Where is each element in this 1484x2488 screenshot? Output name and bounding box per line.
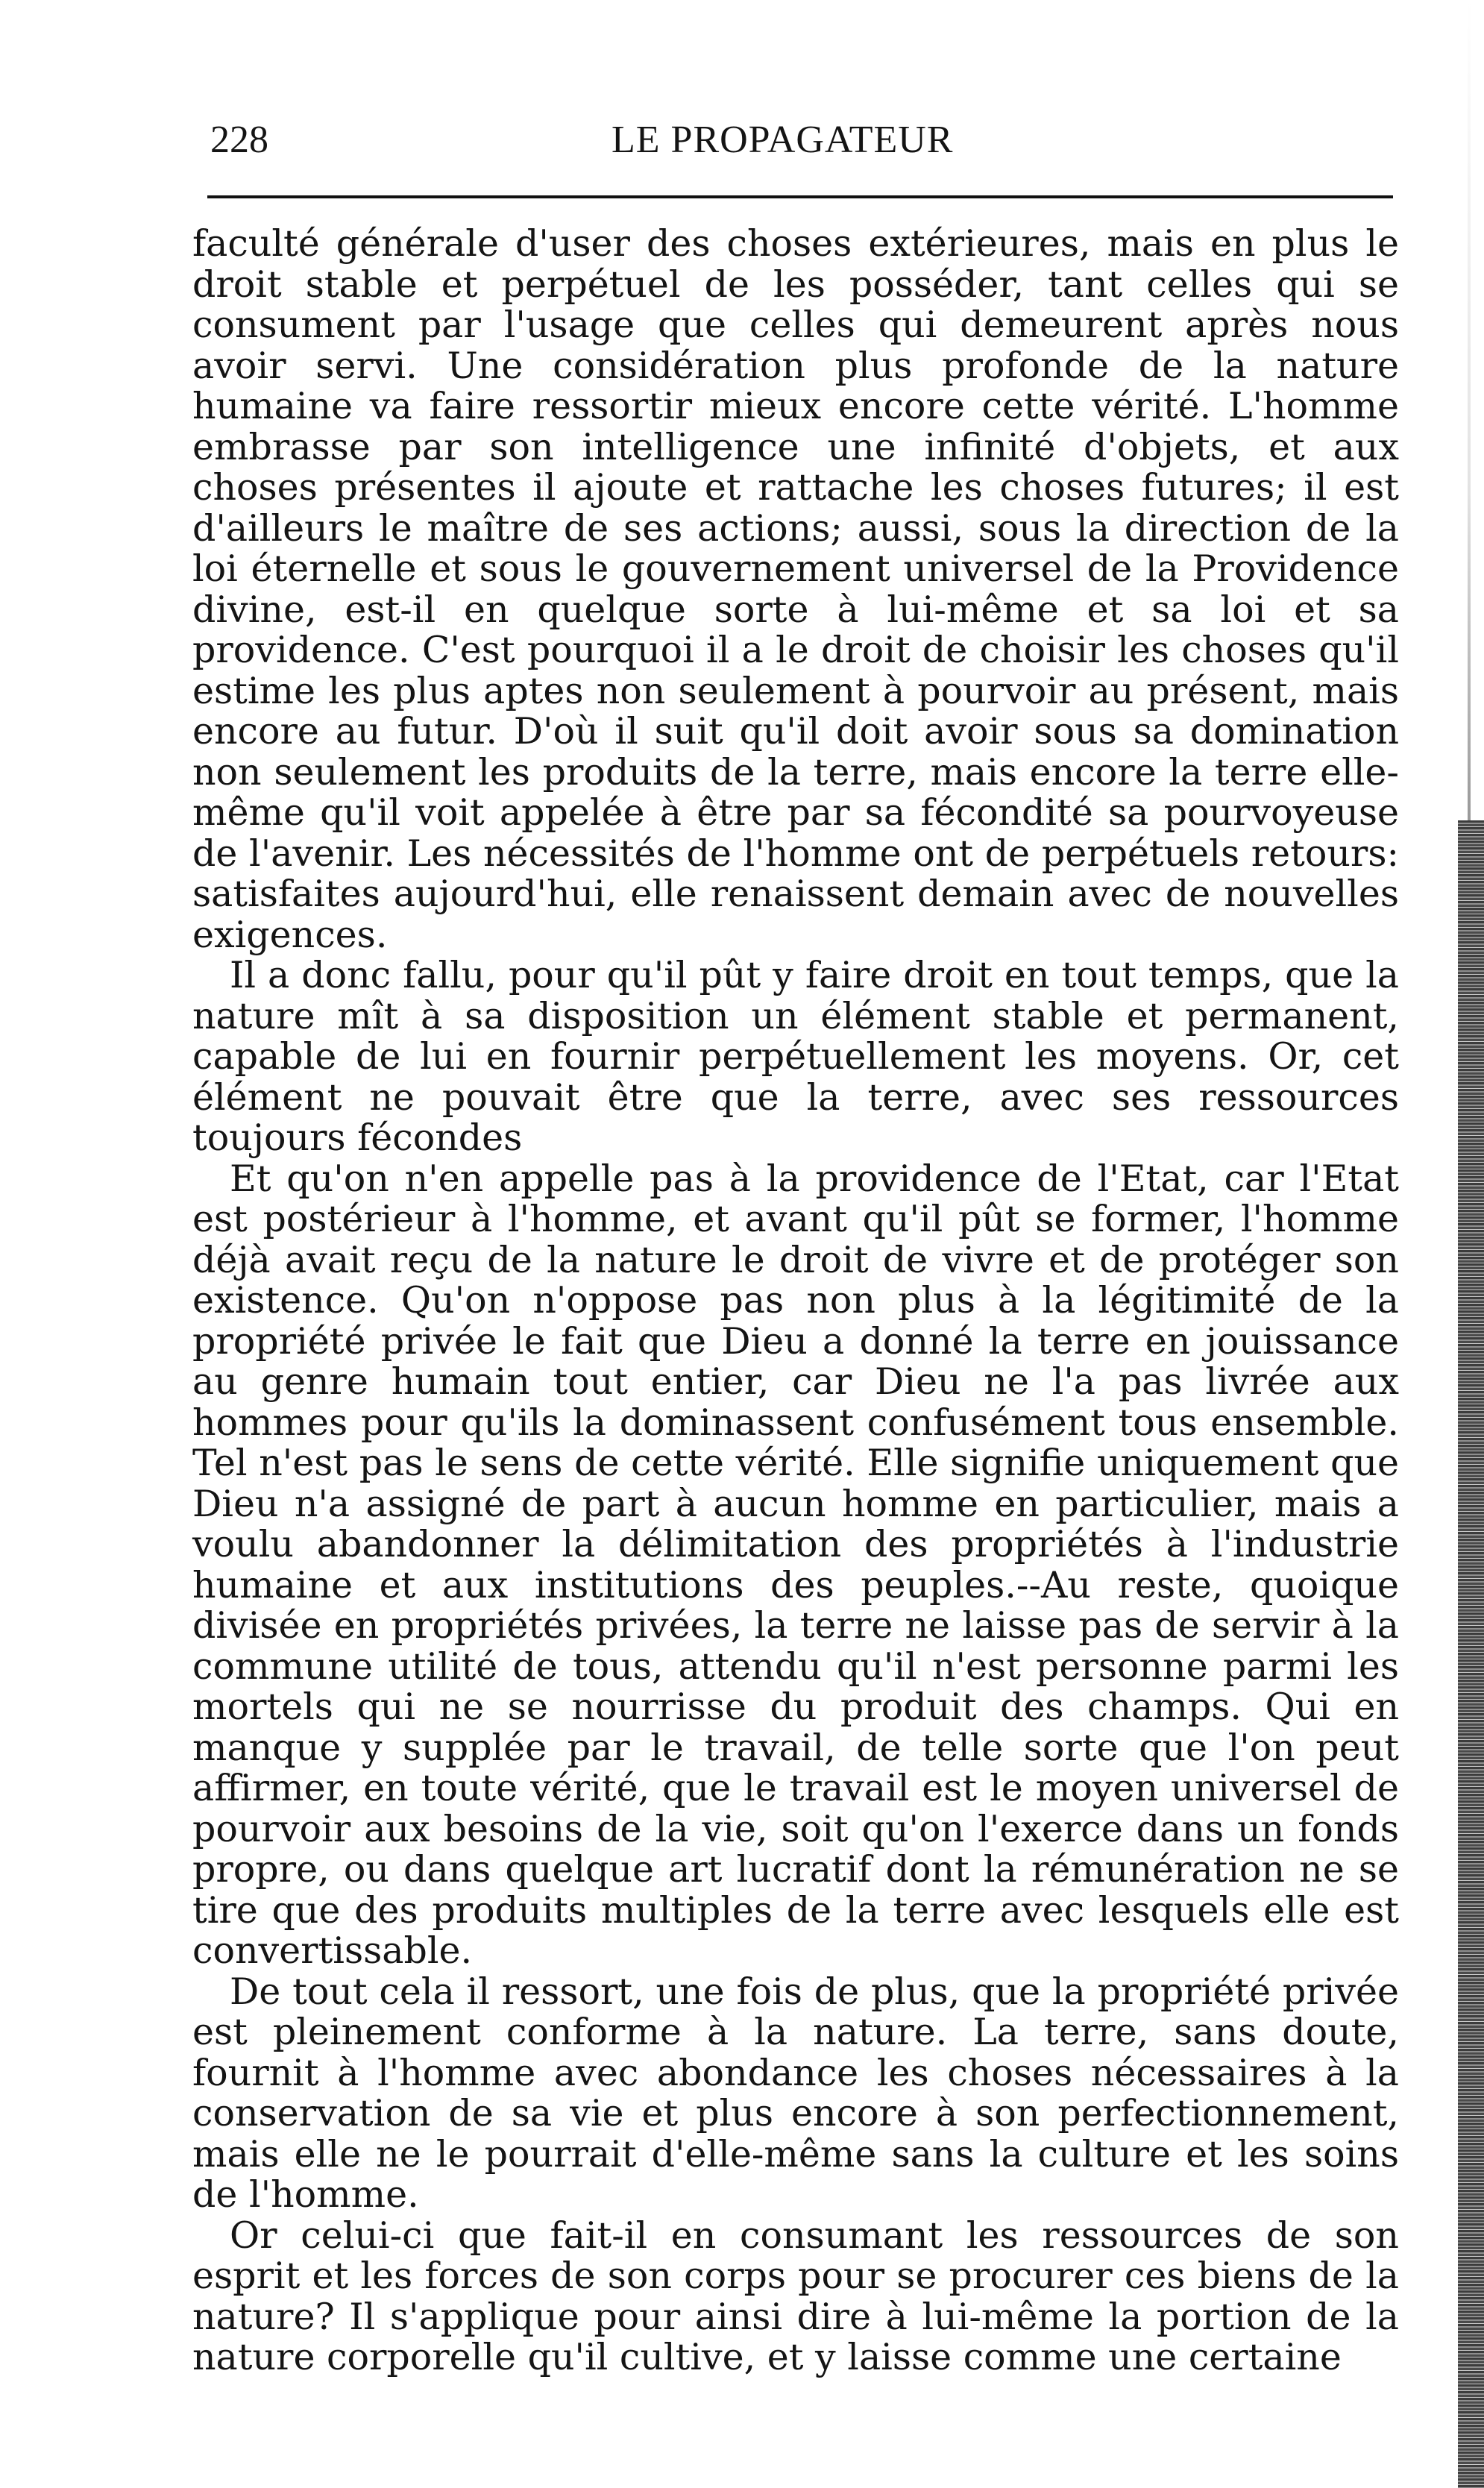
body-text xyxy=(192,224,1399,2378)
paragraph-4: De tout cela il ressort, une fois de plus, que la propriété privée est pleinement conforme à la nature. La terre, sans doute, fournit à l'homme avec abondance les choses nécessaires à la conservation de sa vie et plus encore à son perfectionnement, mais elle ne le pourrait d'elle-même sans la culture et les soins de l'homme. xyxy=(192,1970,1399,2216)
paragraph-2: Il a donc fallu, pour qu'il pût y faire droit en tout temps, que la nature mît à sa disposition un élément stable et permanent, capable de lui en fournir perpétuellement les moyens. Or, cet élément ne pouvait être que la terre, avec ses ressources toujours fécondes xyxy=(192,954,1399,1159)
page-number: 228 xyxy=(210,119,268,161)
paragraph-1: faculté générale d'user des choses extérieures, mais en plus le droit stable et perpétuel de les posséder, tant celles qui se consument par l'usage que celles qui demeurent après nous avoir servi. Une considération plus profonde de la nature humaine va faire ressortir mieux encore cette vérité. L'homme embrasse par son intelligence une infinité d'objets, et aux choses présentes il ajoute et rattache les choses futures; il est d'ailleurs le maître de ses actions; aussi, sous la direction de la loi éternelle et sous le gouvernement universel de la Providence divine, est-il en quelque sorte à lui-même et sa loi et sa providence. C'est pourquoi il a le droit de choisir les choses qu'il estime les plus aptes non seulement à pourvoir au présent, mais encore au futur. D'où il suit qu'il doit avoir sous sa domination non seulement les produits de la terre, mais encore la terre elle-même qu'il voit appelée à être par sa fécondité sa pourvoyeuse de l'avenir. Les nécessités de l'homme ont de perpétuels retours: satisfaites aujourd'hui, elle renaissent demain avec de nouvelles exigences. xyxy=(192,222,1399,956)
scan-edge-noise xyxy=(1458,820,1484,2488)
paragraph-3: Et qu'on n'en appelle pas à la providence de l'Etat, car l'Etat est postérieur à l'homme, et avant qu'il pût se former, l'homme déjà avait reçu de la nature le droit de vivre et de protéger son existence. Qu'on n'oppose pas non plus à la légitimité de la propriété privée le fait que Dieu a donné la terre en jouissance au genre humain tout entier, car Dieu ne l'a pas livrée aux hommes pour qu'ils la dominassent confusément tous ensemble. Tel n'est pas le sens de cette vérité. Elle signifie uniquement que Dieu n'a assigné de part à aucun homme en particulier, mais a voulu abandonner la délimitation des propriétés à l'industrie humaine et aux institutions des peuples.--Au reste, quoique divisée en propriétés privées, la terre ne laisse pas de servir à la commune utilité de tous, attendu qu'il n'est personne parmi les mortels qui ne se nourrisse du produit des champs. Qui en manque y supplée par le travail, de telle sorte que l'on peut affirmer, en toute vérité, que le travail est le moyen universel de pourvoir aux besoins de la vie, soit qu'on l'exerce dans un fonds propre, ou dans quelque art lucratif dont la rémunération ne se tire que des produits multiples de la terre avec lesquels elle est convertissable. xyxy=(192,1157,1399,1972)
scan-edge-shadow xyxy=(1468,0,1471,820)
paragraph-5: Or celui-ci que fait-il en consumant les ressources de son esprit et les forces de son corps pour se procurer ces biens de la nature? Il s'applique pour ainsi dire à lui-même la portion de la nature corporelle qu'il cultive, et y laisse comme une certaine xyxy=(192,2214,1399,2378)
header-rule xyxy=(207,195,1393,198)
page-header xyxy=(201,112,1395,164)
running-title: LE PROPAGATEUR xyxy=(611,119,954,161)
